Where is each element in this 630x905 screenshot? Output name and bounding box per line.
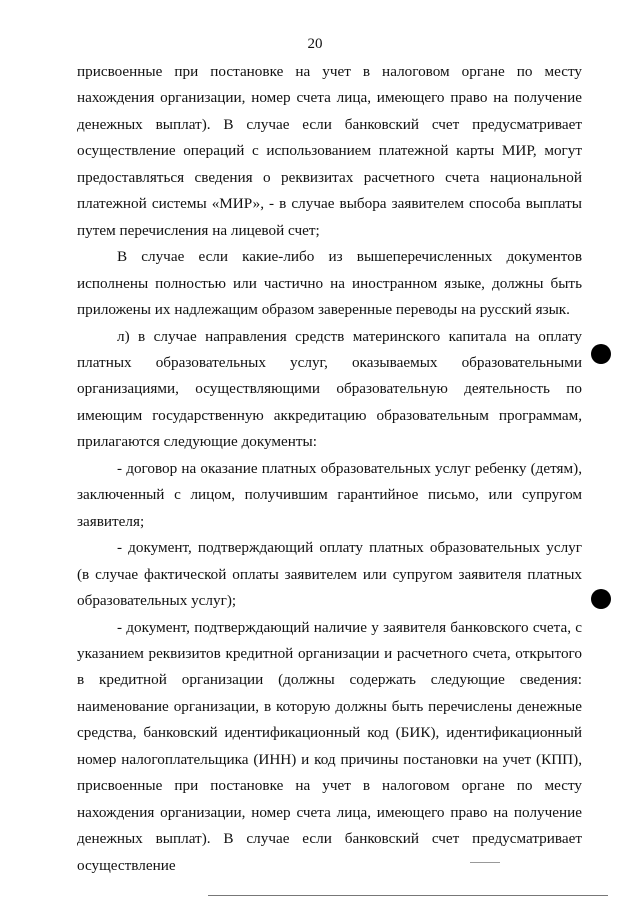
binding-hole-mark [591,589,611,609]
list-item-contract: - договор на оказание платных образовательных услуг ребенку (детям), заключенный с лицом, получившим гарантийное письмо, или супругом заявителя; [77,459,582,530]
paragraph-item-l: л) в случае направления средств материнского капитала на оплату платных образовательных услуг, оказываемых образовательными организациями, осуществляющими образовательную деятельность по имеющим государственную аккредитацию образовательным программам, прилагаются следующие документы: [77,327,582,451]
scan-artifact-line [208,895,608,896]
list-item-payment-document: - документ, подтверждающий оплату платных образовательных услуг (в случае фактической оплаты заявителем или супругом заявителя платных образовательных услуг); [77,539,582,610]
document-body [77,59,582,879]
binding-hole-mark [591,344,611,364]
list-item-bank-account: - документ, подтверждающий наличие у заявителя банковского счета, с указанием реквизитов кредитной организации и расчетного счета, открытого в кредитной организации (должны содержать следующие сведения: наименование организации, в которую должны быть перечислены денежные средства, банковский идентификационный код (БИК), идентификационный номер налогоплательщика (ИНН) и код причины постановки на учет (КПП), присвоенные при постановке на учет в налоговом органе по месту нахождения организации, номер счета лица, имеющего право на получение денежных выплат). В случае если банковский счет предусматривает осуществление [77,618,582,874]
page-number: 20 [307,36,323,52]
scan-artifact-line [470,862,500,863]
paragraph-foreign-language: В случае если какие-либо из вышеперечисленных документов исполнены полностью или частично на иностранном языке, должны быть приложены их надлежащим образом заверенные переводы на русский язык. [77,248,582,319]
paragraph-continuation: присвоенные при постановке на учет в налоговом органе по месту нахождения организации, номер счета лица, имеющего право на получение денежных выплат). В случае если банковский счет предусматривает осуществление операций с использованием платежной карты МИР, могут предоставляться сведения о реквизитах расчетного счета национальной платежной системы «МИР», - в случае выбора заявителем способа выплаты путем перечисления на лицевой счет; [77,63,582,239]
